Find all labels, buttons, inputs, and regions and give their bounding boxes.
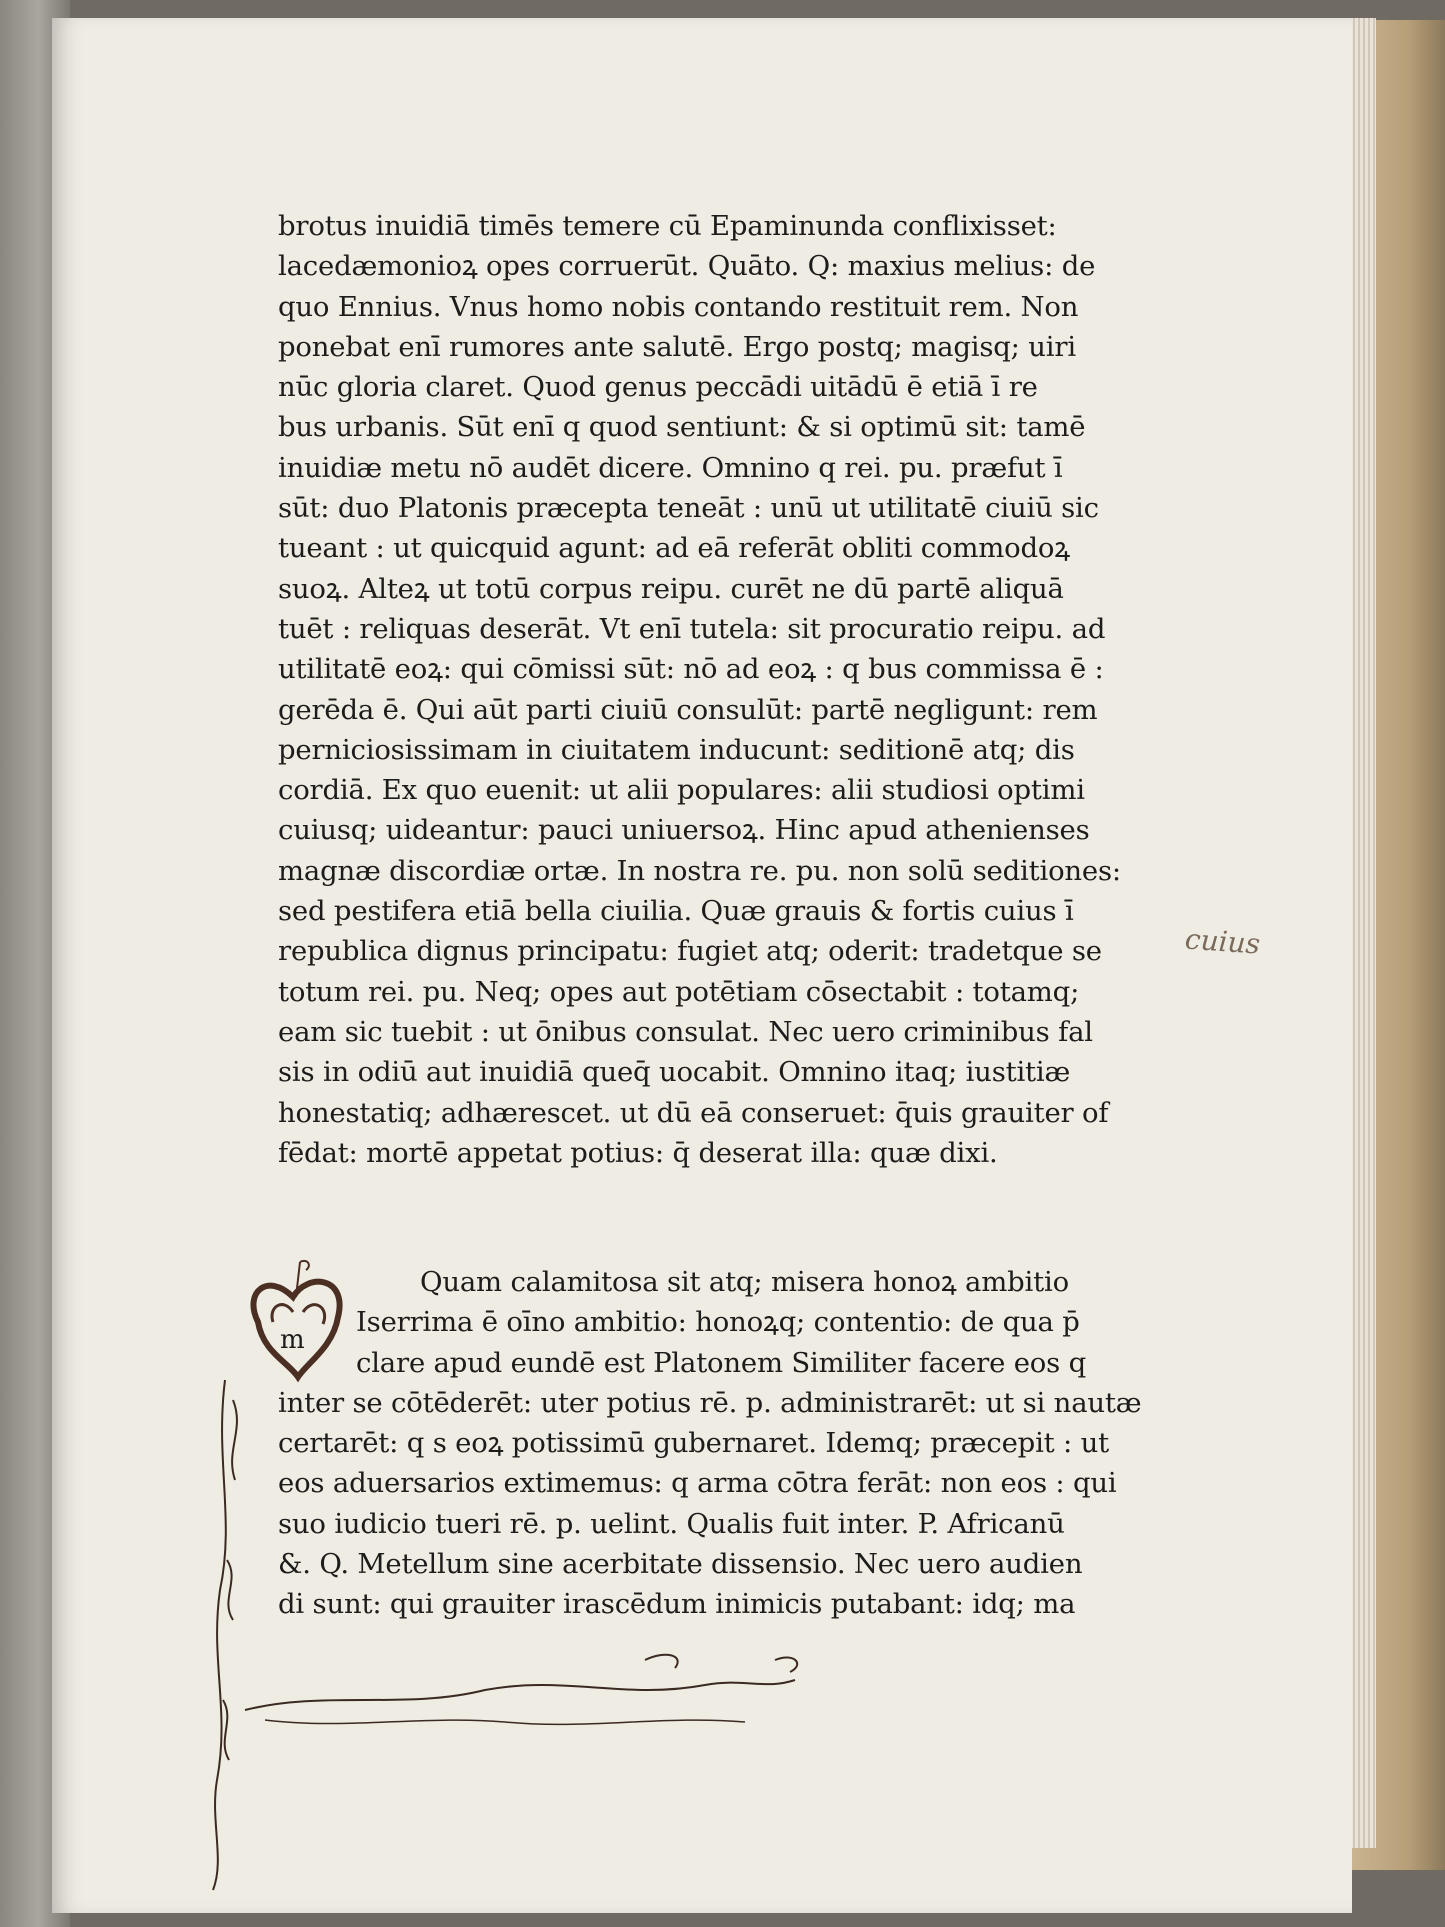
text-line: fēdat: mortē appetat potius: q̄ deserat illa: quæ dixi. [278, 1136, 998, 1169]
text-line: honestatiq; adhærescet. ut dū eā conseruet: q̄uis grauiter of [278, 1096, 1109, 1129]
text-line: magnæ discordiæ ortæ. In nostra re. pu. non solū seditiones: [278, 854, 1121, 887]
drop-initial-letter: m [280, 1325, 305, 1355]
text-line: perniciosissimam in ciuitatem inducunt: seditionē atq; dis [278, 733, 1075, 766]
text-line: utilitatē eoꝝ: qui cōmissi sūt: nō ad eoꝝ : q bus commissa ē : [278, 653, 1104, 686]
paragraph-one [278, 206, 1178, 1173]
text-line: cordiā. Ex quo euenit: ut alii populares: alii studiosi optimi [278, 774, 1085, 807]
text-line: tueant : ut quicquid agunt: ad eā referāt obliti commodoꝝ [278, 532, 1070, 565]
text-line: gerēda ē. Qui aūt parti ciuiū consulūt: partē negligunt: rem [278, 693, 1098, 726]
text-line: sūt: duo Platonis præcepta teneāt : unū ut utilitatē ciuiū sic [278, 492, 1099, 525]
text-line: nūc gloria claret. Quod genus peccādi uitādū ē etiā ī re [278, 371, 1038, 404]
text-line: cuiusq; uideantur: pauci uniuersoꝝ. Hinc apud athenienses [278, 814, 1090, 847]
pen-flourish-decoration [205, 1260, 905, 1900]
text-line: brotus inuidiā timēs temere cū Epaminunda conflixisset: [278, 210, 1057, 242]
text-line: eos aduersarios extimemus: q arma cōtra ferāt: non eos : qui [278, 1467, 1117, 1500]
text-line: di sunt: qui grauiter irascēdum inimicis putabant: idq; ma [278, 1588, 1076, 1621]
text-line: lacedæmonioꝝ opes corruerūt. Quāto. Q: maxius melius: de [278, 250, 1096, 283]
text-line: tuēt : reliquas deserāt. Vt enī tutela: sit procuratio reipu. ad [278, 612, 1106, 645]
text-line: sed pestifera etiā bella ciuilia. Quæ grauis & fortis cuius ī [278, 895, 1074, 928]
text-line: &. Q. Metellum sine acerbitate dissensio. Nec uero audien [278, 1548, 1083, 1581]
text-line: inuidiæ metu nō audēt dicere. Omnino q rei. pu. præfut ī [278, 451, 1063, 484]
text-line: eam sic tuebit : ut ōnibus consulat. Nec uero criminibus fal [278, 1015, 1093, 1048]
text-line: suoꝝ. Alteꝝ ut totū corpus reipu. curēt ne dū partē aliquā [278, 572, 1064, 605]
handwritten-margin-note: cuius [1183, 922, 1262, 961]
text-line: Quam calamitosa sit atq; misera honoꝝ ambitio [420, 1266, 1069, 1298]
text-line: clare apud eundē est Platonem Similiter facere eos q [356, 1346, 1087, 1379]
text-line: quo Ennius. Vnus homo nobis contando restituit rem. Non [278, 290, 1079, 323]
text-line: sis in odiū aut inuidiā queq̄ uocabit. Omnino itaq; iustitiæ [278, 1056, 1071, 1089]
text-line: inter se cōtēderēt: uter potius rē. p. administrarēt: ut si nautæ [278, 1386, 1142, 1419]
text-line: republica dignus principatu: fugiet atq; oderit: tradetque se [278, 935, 1102, 968]
text-line: bus urbanis. Sūt enī q quod sentiunt: & si optimū sit: tamē [278, 411, 1086, 444]
text-line: suo iudicio tueri rē. p. uelint. Qualis fuit inter. P. Africanū [278, 1507, 1065, 1540]
text-line: ponebat enī rumores ante salutē. Ergo postq; magisq; uiri [278, 330, 1076, 363]
text-line: totum rei. pu. Neq; opes aut potētiam cōsectabit : totamq; [278, 975, 1080, 1008]
text-line: certarēt: q s eoꝝ potissimū gubernaret. Idemq; præcepit : ut [278, 1427, 1110, 1460]
text-line: Iserrima ē oīno ambitio: honoꝝq; contentio: de qua p̄ [356, 1306, 1080, 1339]
